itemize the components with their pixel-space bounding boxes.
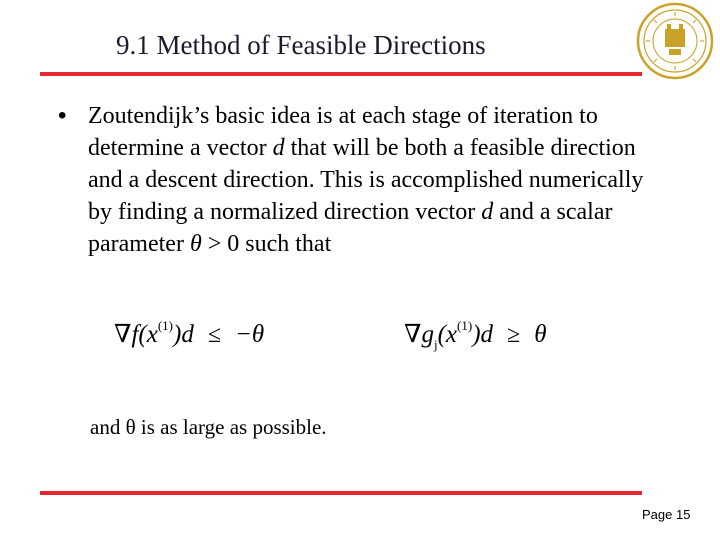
title-underline xyxy=(40,72,642,76)
bullet-text-part: that will be both a feasible direction and a descent direction. This is accomplished numerically by finding a normalized direction vector xyxy=(88,135,644,225)
function-f: f xyxy=(131,321,139,348)
eq-rhs: θ xyxy=(534,321,547,348)
variable-d: d xyxy=(481,199,494,225)
footer-rule xyxy=(40,491,642,495)
nabla-symbol: ∇ xyxy=(114,321,132,348)
bullet-text-part: and a scalar parameter xyxy=(88,199,613,257)
descent-condition-equation xyxy=(114,318,264,349)
less-equal-operator: ≤ xyxy=(207,322,222,348)
eq-arg-open: (x xyxy=(138,321,158,348)
eq-arg-close: )d xyxy=(472,321,494,348)
eq-superscript: (1) xyxy=(457,318,473,333)
slide-title: 9.1 Method of Feasible Directions xyxy=(116,30,486,60)
bullet-marker: • xyxy=(58,102,67,129)
bullet-text-part: > 0 such that xyxy=(201,231,332,257)
variable-d: d xyxy=(272,135,285,161)
bullet-text-part: Zoutendijk’s basic idea is at each stage of iteration to determine a vector xyxy=(88,103,598,161)
bullet-text xyxy=(88,100,648,260)
greater-equal-operator: ≥ xyxy=(507,322,521,348)
condition-note: and θ is as large as possible. xyxy=(90,415,327,439)
nabla-symbol: ∇ xyxy=(404,321,422,348)
eq-superscript: (1) xyxy=(157,318,174,333)
eq-arg-open: (x xyxy=(437,321,458,348)
feasibility-condition-equation xyxy=(404,318,546,353)
eq-rhs: −θ xyxy=(235,321,265,348)
eq-subscript: j xyxy=(433,337,438,352)
variable-theta: θ xyxy=(189,231,202,257)
university-seal-icon xyxy=(636,2,714,80)
eq-arg-close: )d xyxy=(173,321,194,348)
function-g: g xyxy=(421,321,434,348)
page-number: Page 15 xyxy=(642,507,691,522)
